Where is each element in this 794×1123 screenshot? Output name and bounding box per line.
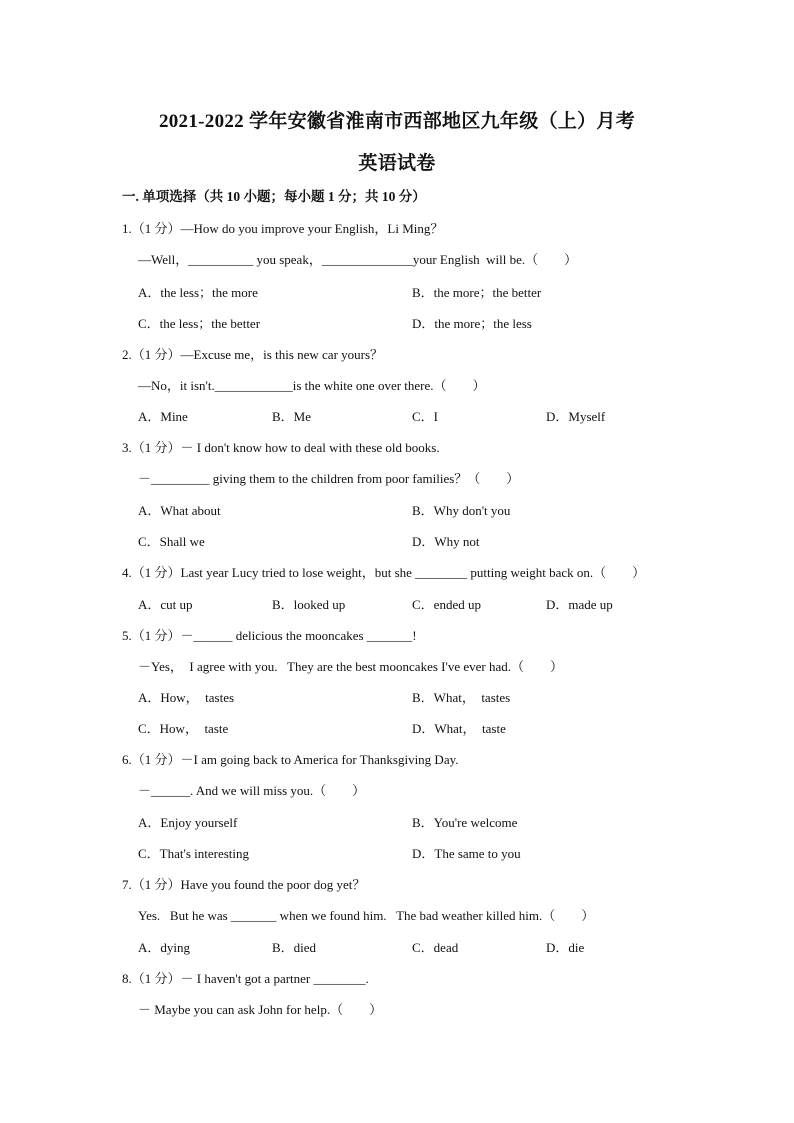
q5-option-b: B．What， tastes <box>412 690 511 705</box>
q1-option-c: C．the less；the better <box>138 316 261 331</box>
q5-option-d: D．What， taste <box>412 721 506 736</box>
q7-option-d: D．die <box>546 940 585 955</box>
question-2-stem: 2.（1 分）—Excuse me，is this new car yours？ <box>122 347 384 362</box>
question-1-line2: —Well，__________ you speak，______________your English will be.（ ） <box>138 252 578 267</box>
q6-option-d: D．The same to you <box>412 846 521 861</box>
q6-option-b: B．You're welcome <box>412 815 518 830</box>
q7-option-c: C．dead <box>412 940 459 955</box>
q1-option-a: A．the less；the more <box>138 285 258 300</box>
q2-option-c: C．I <box>412 409 439 424</box>
question-7-line2: Yes. But he was _______ when we found him. The bad weather killed him.（ ） <box>138 908 595 923</box>
q4-option-a: A．cut up <box>138 597 193 612</box>
q3-option-b: B．Why don't you <box>412 503 511 518</box>
question-8-line2: － Maybe you can ask John for help.（ ） <box>138 1002 383 1017</box>
q6-option-c: C．That's interesting <box>138 846 250 861</box>
section-heading: 一. 单项选择（共 10 小题；每小题 1 分；共 10 分） <box>122 189 426 204</box>
q4-option-b: B．looked up <box>272 597 346 612</box>
q5-option-c: C．How， taste <box>138 721 229 736</box>
q1-option-d: D．the more；the less <box>412 316 532 331</box>
question-3-line2: －_________ giving them to the children from poor families？（ ） <box>138 471 520 486</box>
question-5-line2: －Yes， I agree with you. They are the best mooncakes I've ever had.（ ） <box>138 659 563 674</box>
q3-option-d: D．Why not <box>412 534 480 549</box>
question-4-stem: 4.（1 分）Last year Lucy tried to lose weight，but she ________ putting weight back on.（ ） <box>122 565 646 580</box>
question-1-stem: 1.（1 分）—How do you improve your English，Li Ming？ <box>122 221 444 236</box>
q7-option-b: B．died <box>272 940 317 955</box>
question-6-stem: 6.（1 分）－I am going back to America for Thanksgiving Day. <box>122 752 459 767</box>
question-6-line2: －______. And we will miss you.（ ） <box>138 783 366 798</box>
question-5-stem: 5.（1 分）－______ delicious the mooncakes _______! <box>122 628 417 643</box>
q7-option-a: A．dying <box>138 940 191 955</box>
exam-title: 2021-2022 学年安徽省淮南市西部地区九年级（上）月考 <box>158 111 636 132</box>
question-3-stem: 3.（1 分）－ I don't know how to deal with these old books. <box>122 440 440 455</box>
q3-option-a: A．What about <box>138 503 221 518</box>
question-2-line2: —No，it isn't.____________is the white one over there.（ ） <box>138 378 486 393</box>
q2-option-a: A．Mine <box>138 409 188 424</box>
q2-option-b: B．Me <box>272 409 312 424</box>
q1-option-b: B．the more；the better <box>412 285 542 300</box>
q5-option-a: A．How， tastes <box>138 690 235 705</box>
q3-option-c: C．Shall we <box>138 534 205 549</box>
question-8-stem: 8.（1 分）－ I haven't got a partner ________. <box>122 971 369 986</box>
q4-option-c: C．ended up <box>412 597 481 612</box>
q4-option-d: D．made up <box>546 597 613 612</box>
exam-subtitle: 英语试卷 <box>358 153 436 174</box>
q2-option-d: D．Myself <box>546 409 606 424</box>
q6-option-a: A．Enjoy yourself <box>138 815 238 830</box>
question-7-stem: 7.（1 分）Have you found the poor dog yet？ <box>122 877 366 892</box>
